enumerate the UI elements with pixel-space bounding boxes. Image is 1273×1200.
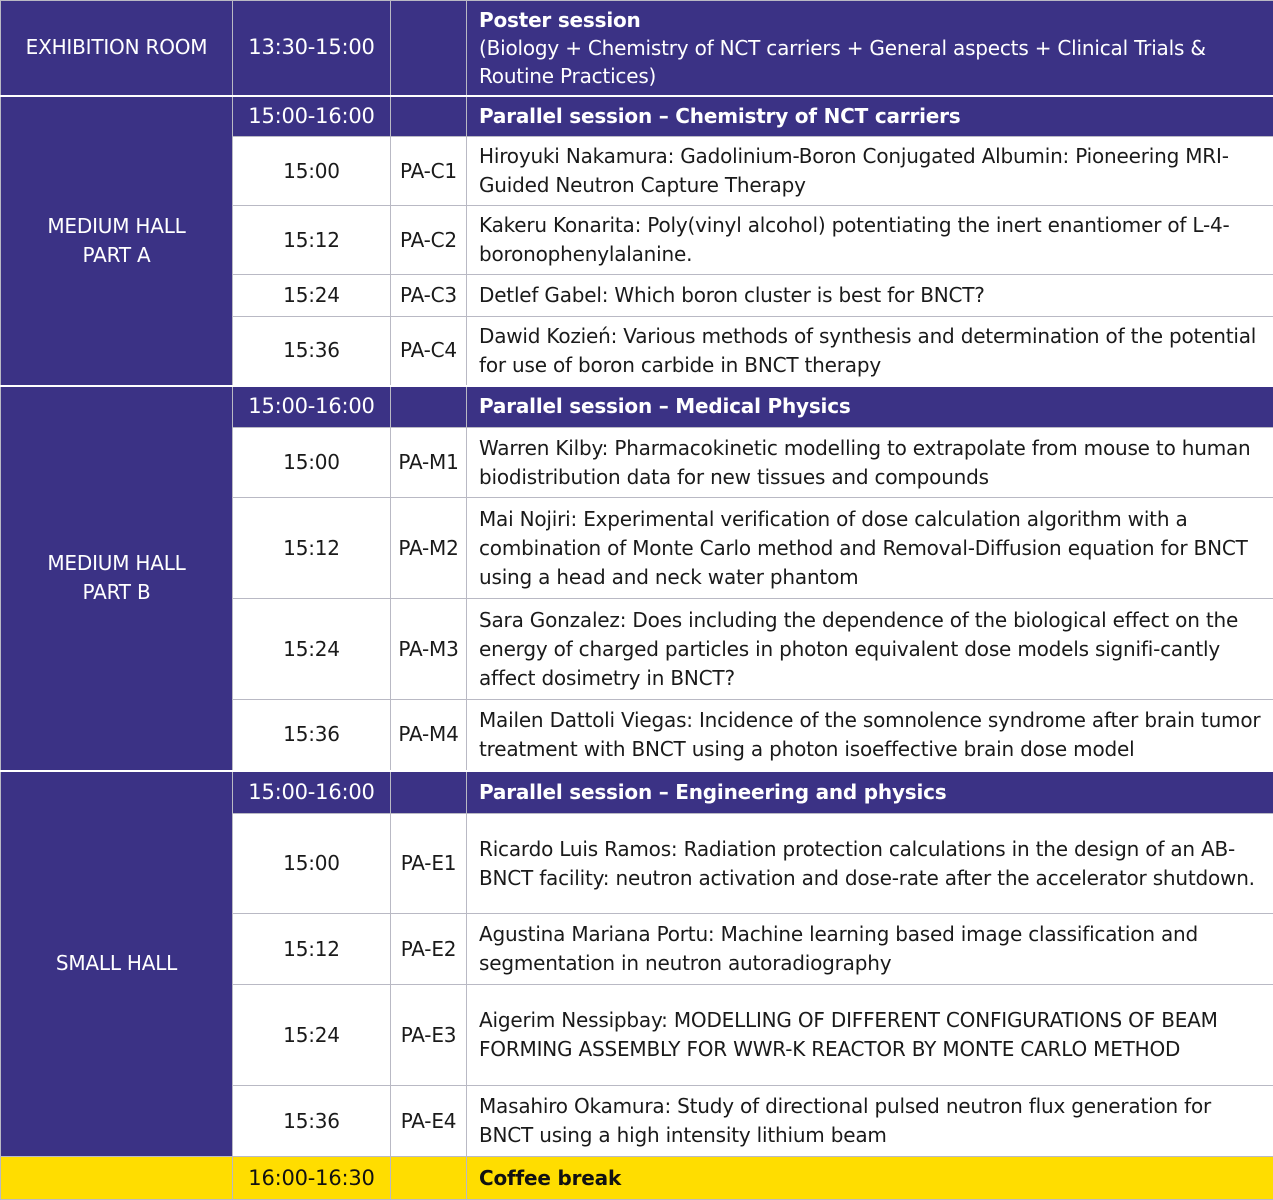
talk-title: Kakeru Konarita: Poly(vinyl alcohol) potentiating the inert enantiomer of L-4-boronophenylalanine. [467, 206, 1273, 275]
empty-code-cell [391, 386, 467, 428]
talk-code: PA-M2 [391, 498, 467, 599]
talk-title: Agustina Mariana Portu: Machine learning based image classification and segmentation in neutron autoradiography [467, 914, 1273, 985]
talk-code: PA-M4 [391, 700, 467, 771]
session-header-row [1, 771, 1273, 814]
talk-time: 15:24 [233, 275, 391, 317]
poster-session-title: Poster session [479, 7, 641, 32]
talk-title: Ricardo Luis Ramos: Radiation protection calculations in the design of an AB-BNCT facility: neutron activation and dose-rate after the accelerator shutdown. [467, 814, 1273, 914]
talk-time: 15:00 [233, 428, 391, 498]
talk-code: PA-M3 [391, 599, 467, 700]
room-name-line2: PART B [82, 580, 151, 604]
talk-title: Hiroyuki Nakamura: Gadolinium-Boron Conjugated Albumin: Pioneering MRI-Guided Neutron Capture Therapy [467, 137, 1273, 206]
session-time: 15:00-16:00 [233, 771, 391, 814]
talk-code: PA-C2 [391, 206, 467, 275]
poster-session-row [1, 1, 1273, 96]
room-name-line1: SMALL HALL [55, 951, 178, 976]
room-name-line1: MEDIUM HALL [47, 213, 186, 238]
talk-time: 15:36 [233, 317, 391, 386]
talk-time: 15:12 [233, 206, 391, 275]
empty-code-cell [391, 96, 467, 137]
session-time: 13:30-15:00 [233, 1, 391, 96]
talk-code: PA-M1 [391, 428, 467, 498]
talk-title: Detlef Gabel: Which boron cluster is best for BNCT? [467, 275, 1273, 317]
talk-time: 15:12 [233, 914, 391, 985]
talk-code: PA-E4 [391, 1086, 467, 1157]
talk-time: 15:00 [233, 814, 391, 914]
talk-code: PA-E2 [391, 914, 467, 985]
coffee-break-label: Coffee break [467, 1157, 1273, 1200]
talk-code: PA-E3 [391, 985, 467, 1086]
session-header-row [1, 386, 1273, 428]
session-title: Parallel session – Engineering and physics [467, 771, 1273, 814]
coffee-break-row [1, 1157, 1273, 1200]
talk-time: 15:36 [233, 1086, 391, 1157]
room-medium-hall-a [1, 96, 233, 386]
session-title: Parallel session – Medical Physics [467, 386, 1273, 428]
room-name-line2: PART A [82, 242, 151, 267]
talk-title: Aigerim Nessipbay: MODELLING OF DIFFERENT CONFIGURATIONS OF BEAM FORMING ASSEMBLY FOR WWR-K REACTOR BY MONTE CARLO METHOD [467, 985, 1273, 1086]
session-time: 15:00-16:00 [233, 386, 391, 428]
empty-code-cell [391, 1, 467, 96]
talk-time: 15:36 [233, 700, 391, 771]
poster-session-subtitle: (Biology + Chemistry of NCT carriers + General aspects + Clinical Trials & Routine Practices) [479, 35, 1206, 88]
talk-time: 15:00 [233, 137, 391, 206]
talk-title: Sara Gonzalez: Does including the dependence of the biological effect on the energy of charged particles in photon equivalent dose models signifi-cantly affect dosimetry in BNCT? [467, 599, 1273, 700]
poster-session-cell [467, 1, 1273, 96]
talk-code: PA-E1 [391, 814, 467, 914]
talk-code: PA-C1 [391, 137, 467, 206]
empty-code-cell [391, 771, 467, 814]
empty-code-cell [391, 1157, 467, 1200]
talk-title: Dawid Kozień: Various methods of synthesis and determination of the potential for use of boron carbide in BNCT therapy [467, 317, 1273, 386]
session-header-row [1, 96, 1273, 137]
coffee-break-time: 16:00-16:30 [233, 1157, 391, 1200]
talk-title: Masahiro Okamura: Study of directional pulsed neutron flux generation for BNCT using a high intensity lithium beam [467, 1086, 1273, 1157]
room-name-line1: MEDIUM HALL [47, 551, 186, 575]
talk-title: Warren Kilby: Pharmacokinetic modelling to extrapolate from mouse to human biodistribution data for new tissues and compounds [467, 428, 1273, 498]
room-exhibition: EXHIBITION ROOM [1, 1, 233, 96]
talk-time: 15:12 [233, 498, 391, 599]
talk-title: Mai Nojiri: Experimental verification of dose calculation algorithm with a combination of Monte Carlo method and Removal-Diffusion equation for BNCT using a head and neck water phantom [467, 498, 1273, 599]
room-small-hall [1, 771, 233, 1157]
talk-title: Mailen Dattoli Viegas: Incidence of the somnolence syndrome after brain tumor treatment with BNCT using a photon isoeffective brain dose model [467, 700, 1273, 771]
room-medium-hall-b [1, 386, 233, 771]
talk-code: PA-C4 [391, 317, 467, 386]
talk-code: PA-C3 [391, 275, 467, 317]
talk-time: 15:24 [233, 985, 391, 1086]
session-time: 15:00-16:00 [233, 96, 391, 137]
talk-time: 15:24 [233, 599, 391, 700]
session-title: Parallel session – Chemistry of NCT carriers [467, 96, 1273, 137]
empty-room-cell [1, 1157, 233, 1200]
